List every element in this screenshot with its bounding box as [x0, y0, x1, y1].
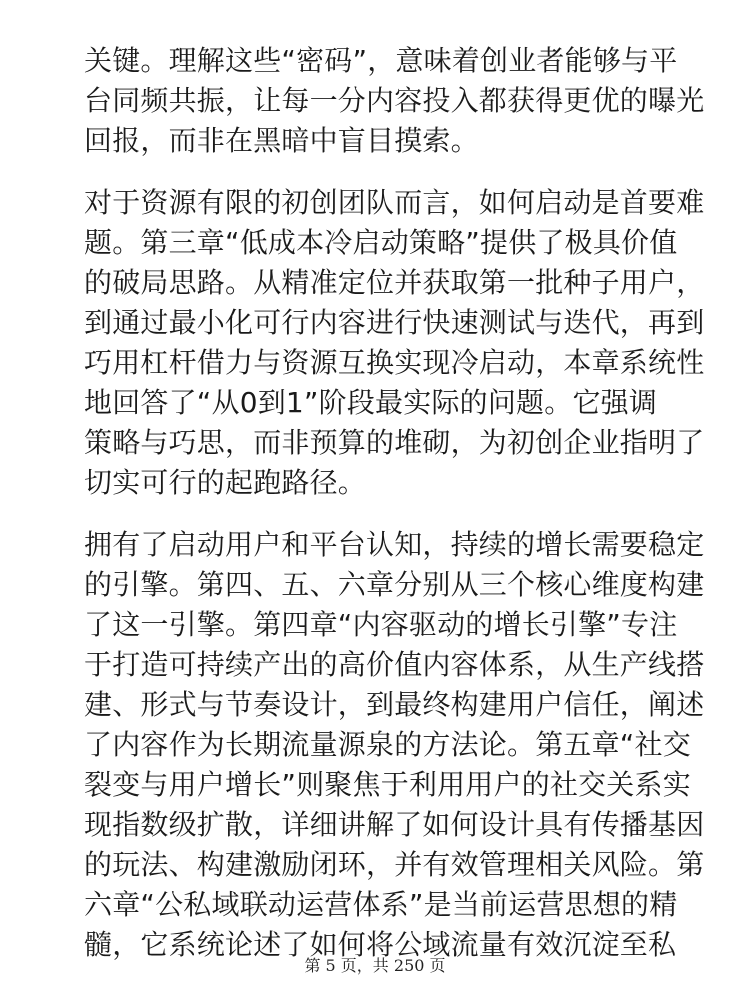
text-line: 切实可行的起跑路径。	[84, 466, 367, 499]
text-line: 回报，而非在黑暗中盲目摸索。	[84, 124, 479, 157]
page-number-footer: 第 5 页，共 250 页	[304, 956, 446, 975]
paragraph-2	[84, 183, 705, 503]
text-line: 关键。理解这些“密码”，意味着创业者能够与平	[84, 44, 678, 77]
text-line: 的引擎。第四、五、六章分别从三个核心维度构建	[84, 568, 705, 601]
text-line: 策略与巧思，而非预算的堆砌，为初创企业指明了	[84, 426, 705, 459]
text-line: 六章“公私域联动运营体系”是当前运营思想的精	[84, 888, 678, 921]
text-line: 台同频共振，让每一分内容投入都获得更优的曝光	[84, 84, 705, 117]
text-line: 对于资源有限的初创团队而言，如何启动是首要难	[84, 186, 705, 219]
text-line: 了这一引擎。第四章“内容驱动的增长引擎”专注	[84, 608, 678, 641]
text-line: 地回答了“从0到1”阶段最实际的问题。它强调	[84, 386, 658, 419]
text-line: 题。第三章“低成本冷启动策略”提供了极具价值	[84, 226, 678, 259]
text-line: 于打造可持续产出的高价值内容体系，从生产线搭	[84, 648, 705, 681]
text-line: 裂变与用户增长”则聚焦于利用用户的社交关系实	[84, 768, 691, 801]
text-line: 的破局思路。从精准定位并获取第一批种子用户，	[84, 266, 705, 299]
text-line: 了内容作为长期流量源泉的方法论。第五章“社交	[84, 728, 691, 761]
text-line: 巧用杠杆借力与资源互换实现冷启动，本章系统性	[84, 346, 705, 379]
text-line: 现指数级扩散，详细讲解了如何设计具有传播基因	[84, 808, 705, 841]
text-line: 的玩法、构建激励闭环，并有效管理相关风险。第	[84, 848, 705, 881]
text-line: 髓，它系统论述了如何将公域流量有效沉淀至私	[84, 928, 677, 961]
text-line: 建、形式与节奏设计，到最终构建用户信任，阐述	[84, 688, 705, 721]
paragraph-1	[84, 41, 705, 161]
text-line: 到通过最小化可行内容进行快速测试与迭代，再到	[84, 306, 705, 339]
text-line: 拥有了启动用户和平台认知，持续的增长需要稳定	[84, 528, 705, 561]
page-body	[84, 41, 705, 987]
paragraph-3	[84, 525, 705, 965]
